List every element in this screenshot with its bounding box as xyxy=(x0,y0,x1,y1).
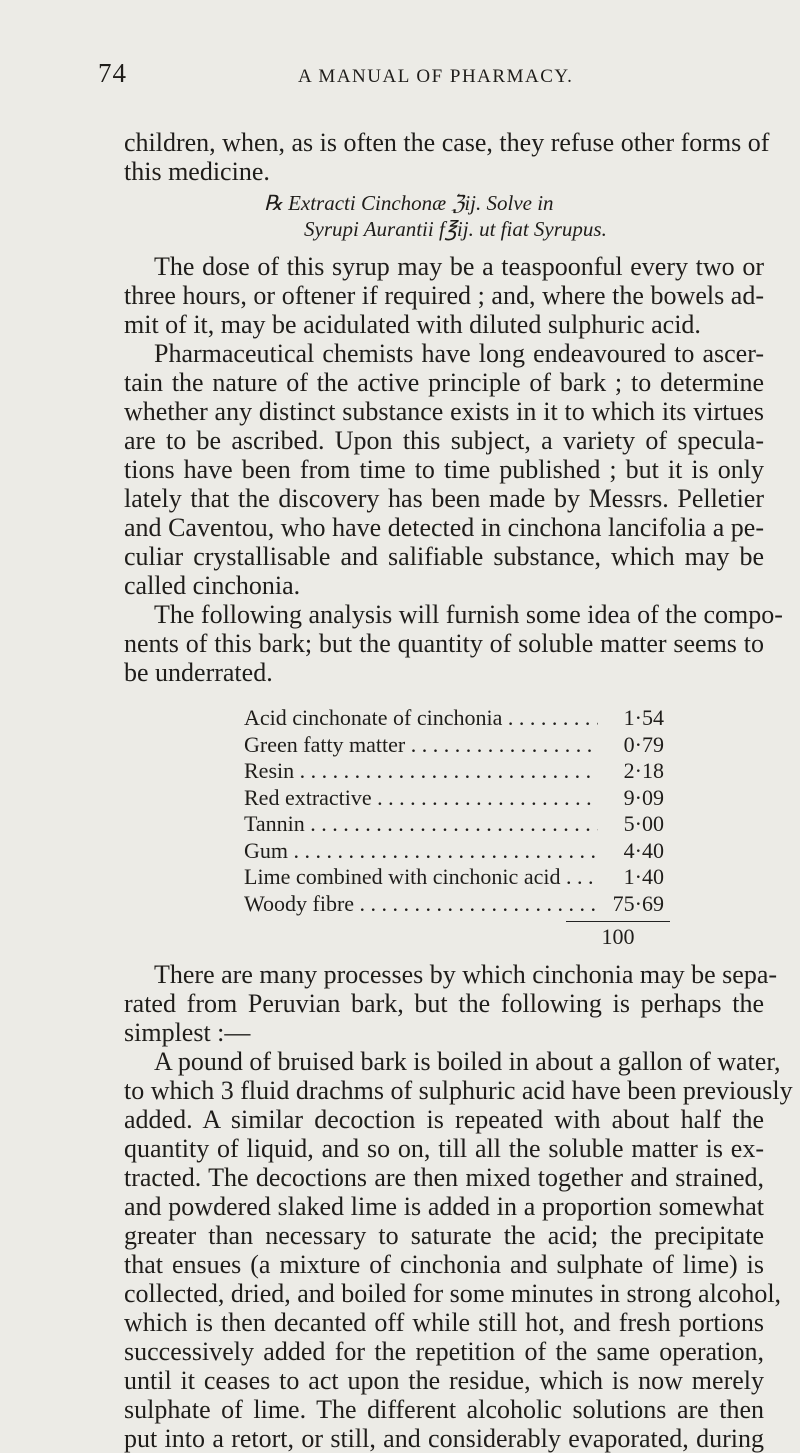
text-line: that ensues (a mixture of cinchonia and sulphate of lime) is xyxy=(124,1250,764,1279)
text-line: There are many processes by which cinchonia may be sepa- xyxy=(154,960,778,989)
text-line: rated from Peruvian bark, but the following is perhaps the xyxy=(124,989,764,1018)
text-line: quantity of liquid, and so on, till all the soluble matter is ex- xyxy=(124,1134,764,1163)
text-line: lately that the discovery has been made by Messrs. Pelletier xyxy=(124,484,764,513)
component-name: Woody fibre . . . xyxy=(244,891,598,918)
component-name: Gum . . . xyxy=(244,838,598,865)
component-value: 5·00 xyxy=(623,811,664,836)
text-line: to which 3 fluid drachms of sulphuric acid have been previously xyxy=(124,1076,793,1105)
paragraph-5 xyxy=(124,960,778,1047)
text-line: tions have been from time to time published ; but it is only xyxy=(124,455,764,484)
component-value: 4·40 xyxy=(623,837,664,863)
text-line: until it ceases to act upon the residue, which is now merely xyxy=(124,1366,764,1395)
text-line: mit of it, may be acidulated with diluted sulphuric acid. xyxy=(124,310,701,339)
table-row xyxy=(244,732,664,759)
page-body xyxy=(124,128,793,1453)
prescription-line: Syrupi Aurantii f℥ij. ut fiat Syrupus. xyxy=(304,217,607,241)
component-name: Red extractive . . . xyxy=(244,785,598,812)
text-line: three hours, or oftener if required ; and, where the bowels ad- xyxy=(124,281,764,310)
text-line: The dose of this syrup may be a teaspoonful every two or xyxy=(154,252,764,281)
component-name: Resin . . . xyxy=(244,758,598,785)
paragraph-2 xyxy=(124,252,764,339)
text-line: A pound of bruised bark is boiled in about a gallon of water, xyxy=(154,1047,781,1076)
text-line: tracted. The decoctions are then mixed together and strained, xyxy=(124,1163,764,1192)
text-line: simplest :— xyxy=(124,1018,251,1047)
component-value: 0·79 xyxy=(623,731,664,757)
table-row xyxy=(244,891,664,918)
page-number: 74 xyxy=(98,58,127,88)
text-line: put into a retort, or still, and considerably evaporated, during xyxy=(124,1424,764,1453)
paragraph-6 xyxy=(124,1047,793,1453)
component-value: 75·69 xyxy=(612,890,664,916)
text-line: are to be ascribed. Upon this subject, a variety of specula- xyxy=(124,426,764,455)
text-line: whether any distinct substance exists in it to which its virtues xyxy=(124,397,764,426)
prescription xyxy=(124,190,764,242)
text-line: and powdered slaked lime is added in a proportion somewhat xyxy=(124,1192,764,1221)
component-value: 9·09 xyxy=(623,784,664,810)
text-line: culiar crystallisable and salifiable substance, which may be xyxy=(124,542,764,571)
prescription-line: ℞ Extracti Cinchonæ ℨij. Solve in xyxy=(264,191,554,215)
text-line: Pharmaceutical chemists have long endeavoured to ascer- xyxy=(154,339,764,368)
table-total: 100 xyxy=(601,924,635,949)
component-name: Tannin . . . xyxy=(244,811,598,838)
table-row xyxy=(244,785,664,812)
component-value: 1·54 xyxy=(623,705,664,730)
text-line: children, when, as is often the case, they refuse other forms of xyxy=(124,128,770,157)
table-row xyxy=(244,705,664,732)
text-line: which is then decanted off while still hot, and fresh portions xyxy=(124,1308,764,1337)
text-line: greater than necessary to saturate the acid; the precipitate xyxy=(124,1221,764,1250)
component-name: Acid cinchonate of cinchonia . . . xyxy=(244,705,598,732)
text-line: tain the nature of the active principle of bark ; to determine xyxy=(124,368,764,397)
table-row xyxy=(244,811,664,838)
paragraph-1 xyxy=(124,128,770,186)
component-value: 2·18 xyxy=(623,758,664,783)
component-name: Lime combined with cinchonic acid . . . xyxy=(244,864,598,891)
text-line: sulphate of lime. The different alcoholic solutions are then xyxy=(124,1395,764,1424)
paragraph-3 xyxy=(124,339,764,600)
running-title: A MANUAL OF PHARMACY. xyxy=(298,66,574,87)
text-line: this medicine. xyxy=(124,157,270,186)
component-name: Green fatty matter . . . xyxy=(244,732,598,759)
table-row xyxy=(244,838,664,865)
text-line: The following analysis will furnish some idea of the compo- xyxy=(154,600,783,629)
component-value: 1·40 xyxy=(623,864,664,889)
table-row xyxy=(244,864,664,891)
text-line: added. A similar decoction is repeated with about half the xyxy=(124,1105,764,1134)
text-line: and Caventou, who have detected in cinchona lancifolia a pe- xyxy=(124,513,764,542)
page-header xyxy=(98,58,650,89)
analysis-table xyxy=(244,705,664,952)
text-line: collected, dried, and boiled for some minutes in strong alcohol, xyxy=(124,1279,782,1308)
text-line: called cinchonia. xyxy=(124,571,301,600)
table-row xyxy=(244,758,664,785)
paragraph-4 xyxy=(124,600,783,687)
text-line: be underrated. xyxy=(124,658,273,687)
text-line: nents of this bark; but the quantity of soluble matter seems to xyxy=(124,629,764,658)
text-line: successively added for the repetition of the same operation, xyxy=(124,1337,764,1366)
